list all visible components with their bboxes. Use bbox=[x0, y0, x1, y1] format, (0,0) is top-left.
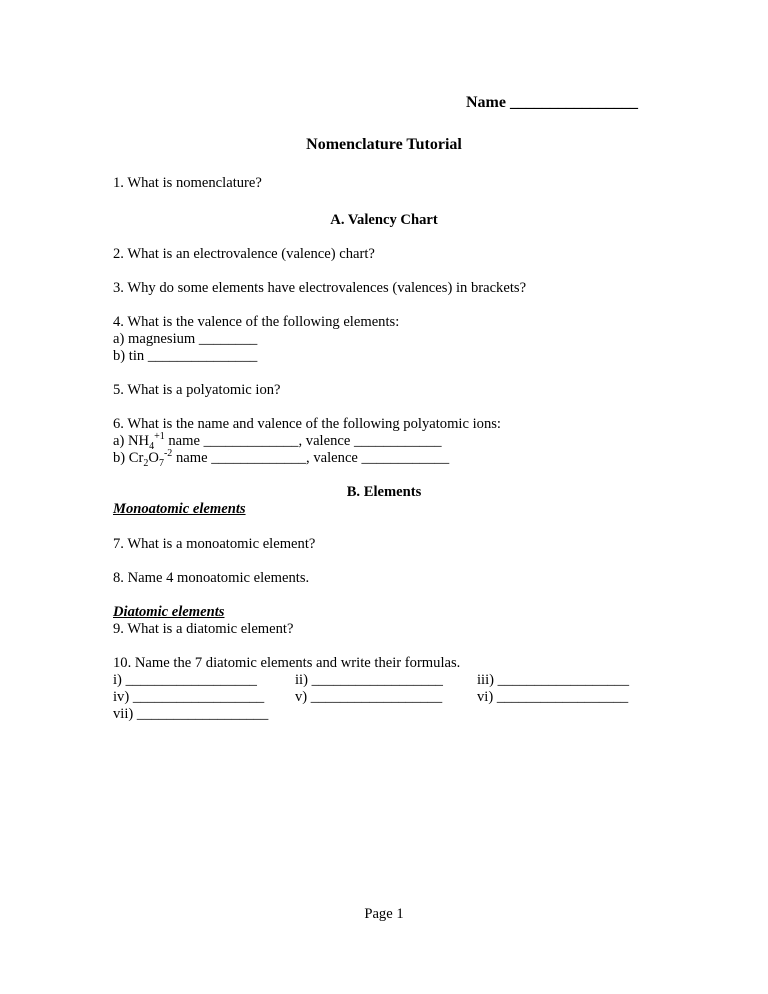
formula-subscript: 4 bbox=[149, 440, 155, 452]
question-4: 4. What is the valence of the following elements: bbox=[113, 314, 400, 330]
formula-superscript: +1 bbox=[154, 431, 165, 443]
answer-v: v) __________________ bbox=[295, 689, 443, 705]
formula-subscript: 7 bbox=[158, 457, 164, 469]
answer-i: i) __________________ bbox=[113, 672, 257, 688]
question-6-a bbox=[113, 433, 442, 451]
question-1: 1. What is nomenclature? bbox=[113, 175, 262, 191]
answer-vii: vii) __________________ bbox=[113, 706, 269, 722]
question-8: 8. Name 4 monoatomic elements. bbox=[113, 570, 310, 586]
section-b-heading: B. Elements bbox=[346, 484, 422, 500]
name-field: Name ________________ bbox=[466, 94, 638, 111]
subheading-diatomic: Diatomic elements bbox=[113, 604, 225, 620]
question-2: 2. What is an electrovalence (valence) chart? bbox=[113, 246, 375, 262]
answer-blanks: name _____________, valence ____________ bbox=[164, 433, 442, 449]
answer-ii: ii) __________________ bbox=[295, 672, 443, 688]
formula-part: a) NH bbox=[113, 433, 150, 449]
page-title: Nomenclature Tutorial bbox=[306, 136, 462, 153]
question-7: 7. What is a monoatomic element? bbox=[113, 536, 316, 552]
subheading-monoatomic: Monoatomic elements bbox=[113, 501, 246, 517]
formula-subscript: 2 bbox=[143, 457, 149, 469]
answer-vi: vi) __________________ bbox=[477, 689, 629, 705]
question-6: 6. What is the name and valence of the following polyatomic ions: bbox=[113, 416, 501, 432]
question-4-a: a) magnesium ________ bbox=[113, 331, 258, 347]
question-10: 10. Name the 7 diatomic elements and write their formulas. bbox=[113, 655, 461, 671]
formula-part: b) Cr bbox=[113, 450, 144, 466]
question-4-b: b) tin _______________ bbox=[113, 348, 258, 364]
answer-blanks: name _____________, valence ____________ bbox=[172, 450, 450, 466]
formula-superscript: -2 bbox=[163, 448, 173, 460]
section-a-heading: A. Valency Chart bbox=[330, 212, 438, 228]
answer-iii: iii) __________________ bbox=[477, 672, 630, 688]
answer-iv: iv) __________________ bbox=[113, 689, 265, 705]
question-6-b bbox=[113, 450, 449, 468]
question-9: 9. What is a diatomic element? bbox=[113, 621, 294, 637]
question-5: 5. What is a polyatomic ion? bbox=[113, 382, 281, 398]
question-3: 3. Why do some elements have electrovalences (valences) in brackets? bbox=[113, 280, 527, 296]
page-number: Page 1 bbox=[364, 906, 404, 922]
formula-part: O bbox=[148, 450, 159, 466]
